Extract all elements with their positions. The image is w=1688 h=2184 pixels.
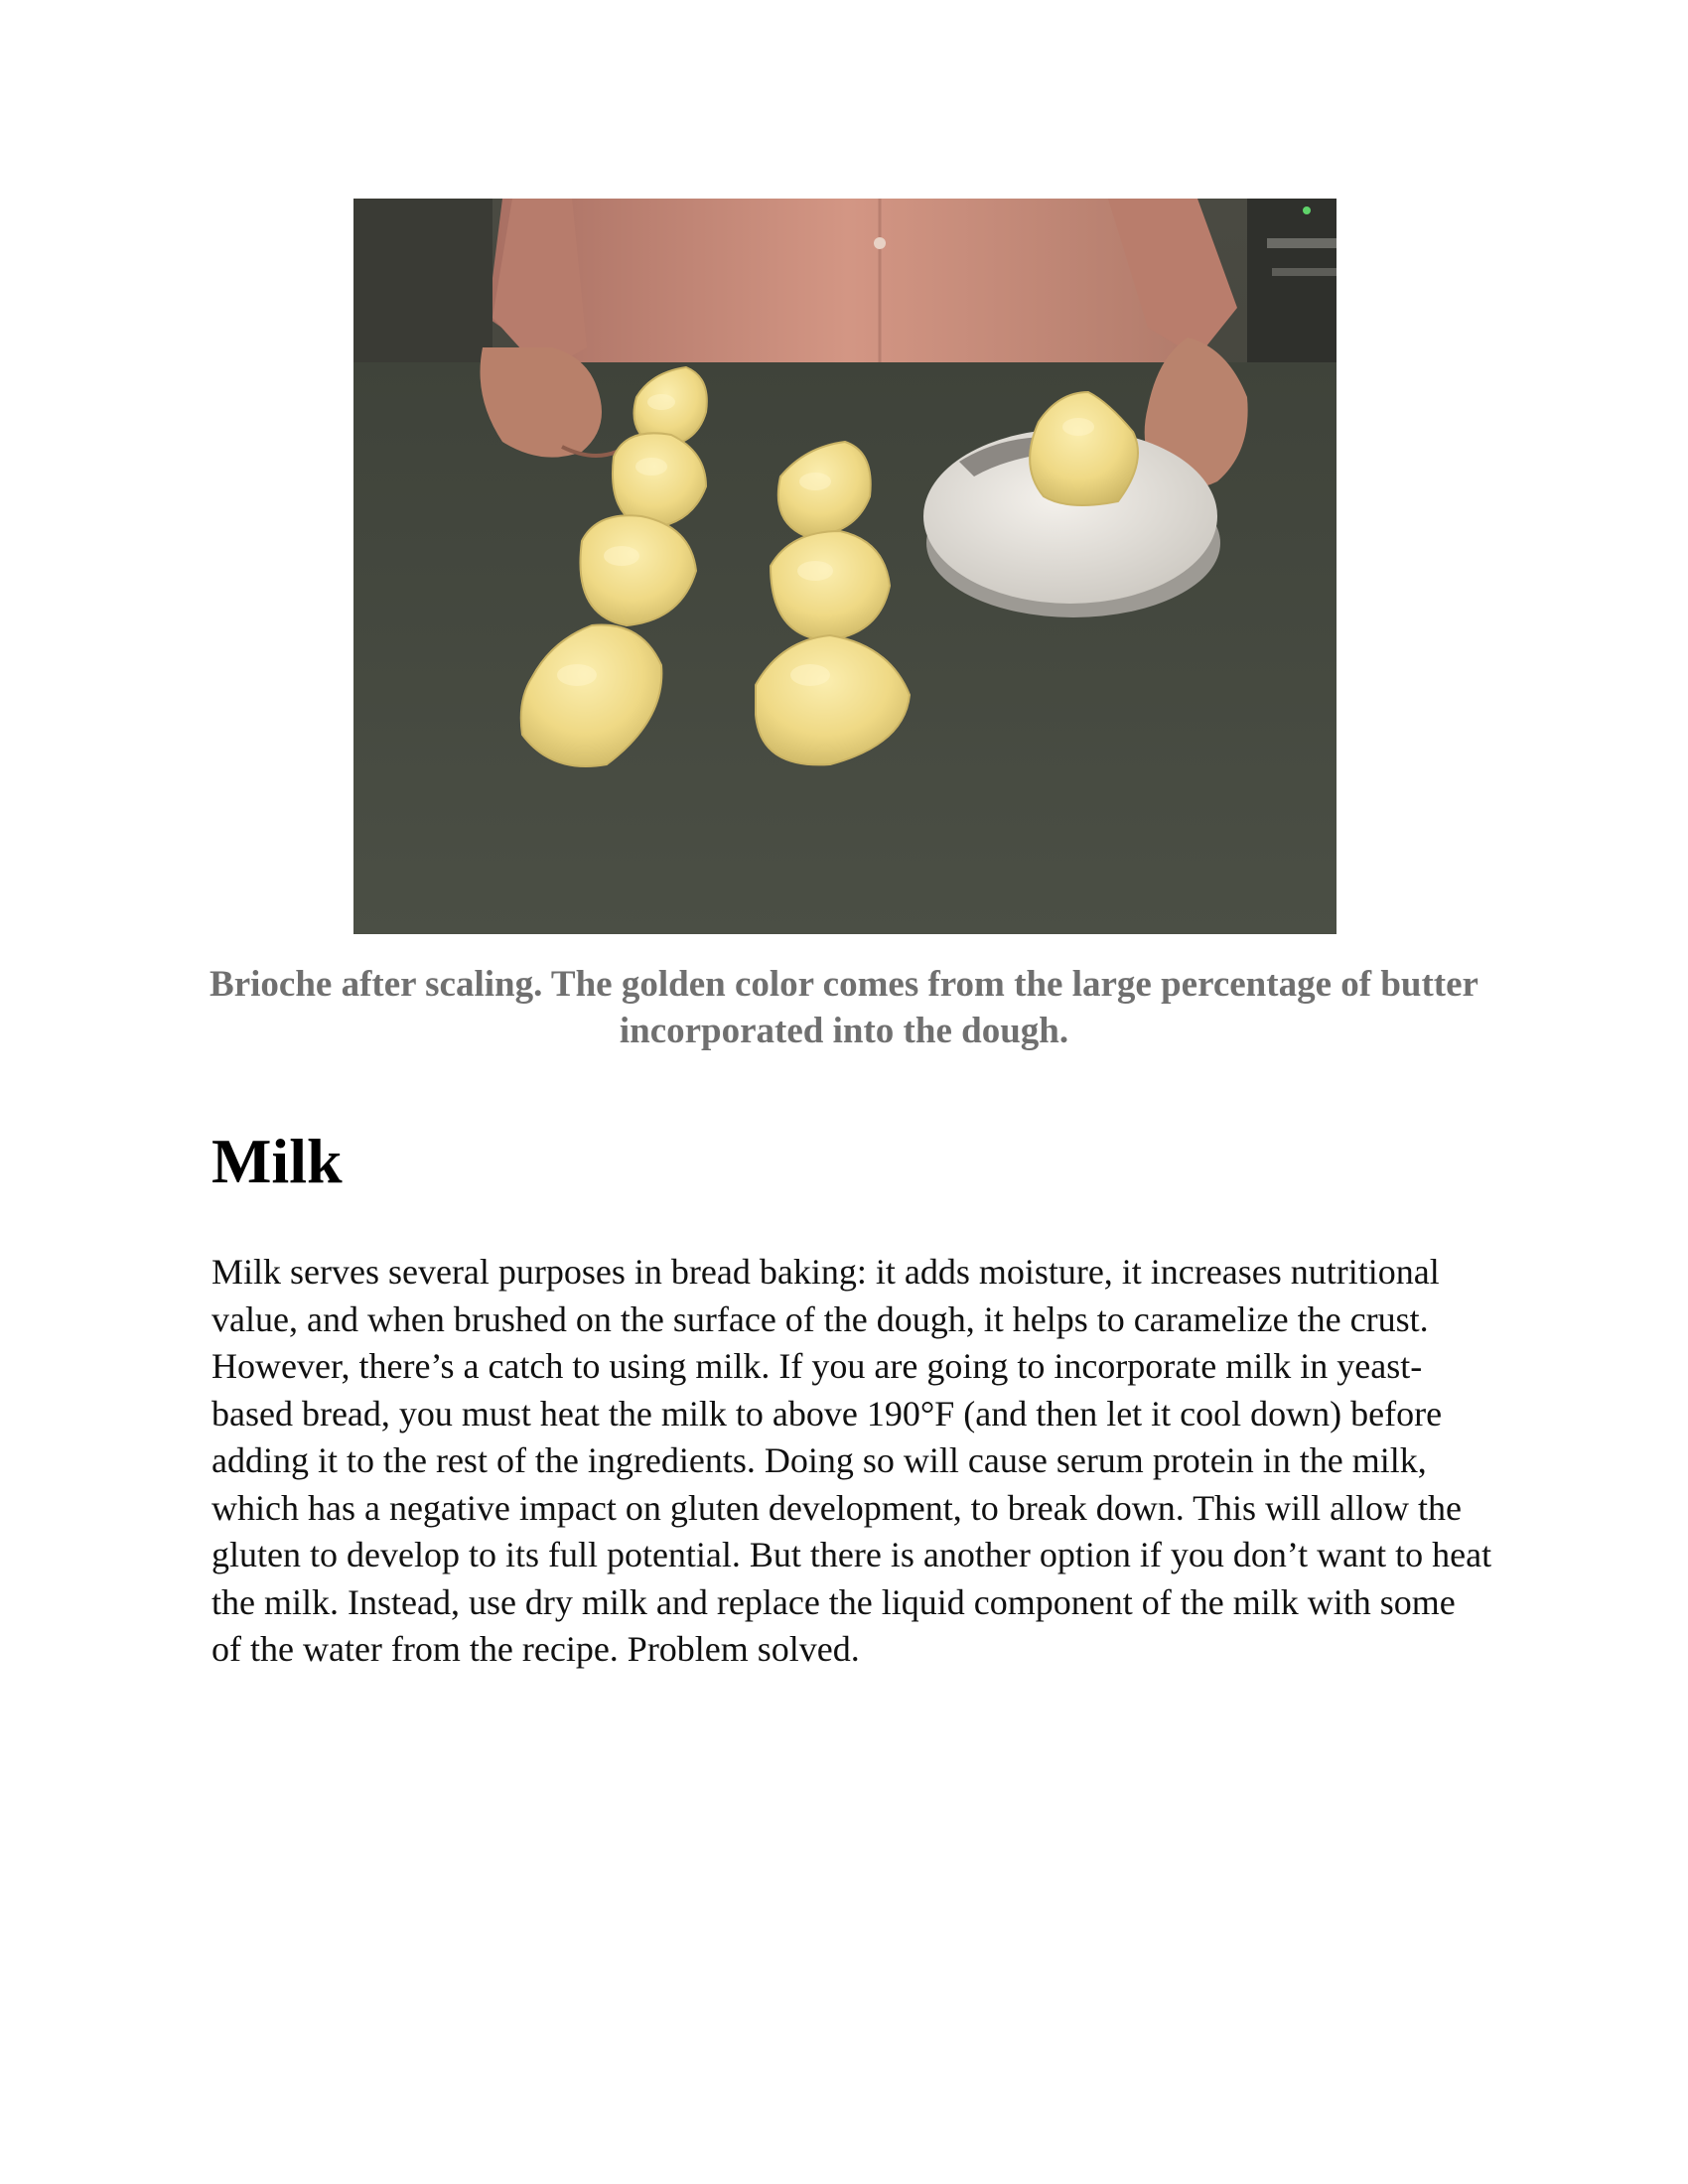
section-heading: Milk xyxy=(211,1126,343,1196)
figure-caption: Brioche after scaling. The golden color comes from the large percentage of butter incorporated into the dough. xyxy=(210,964,1478,1051)
brioche-photo xyxy=(353,199,1336,934)
body-paragraph: Milk serves several purposes in bread baking: it adds moisture, it increases nutritional value, and when brushed on the surface of the dough, it helps to caramelize the crust. However, there’s a catch to using milk. If you are going to incorporate milk in yeast-based bread, you must heat the milk to above 190°F (and then let it cool down) before adding it to the rest of the ingredients. Doing so will cause serum protein in the milk, which has a negative impact on gluten development, to break down. This will allow the gluten to develop to its full potential. But there is another option if you don’t want to heat the milk. Instead, use dry milk and replace the liquid component of the milk with some of the water from the recipe. Problem solved. xyxy=(211,1252,1492,1669)
